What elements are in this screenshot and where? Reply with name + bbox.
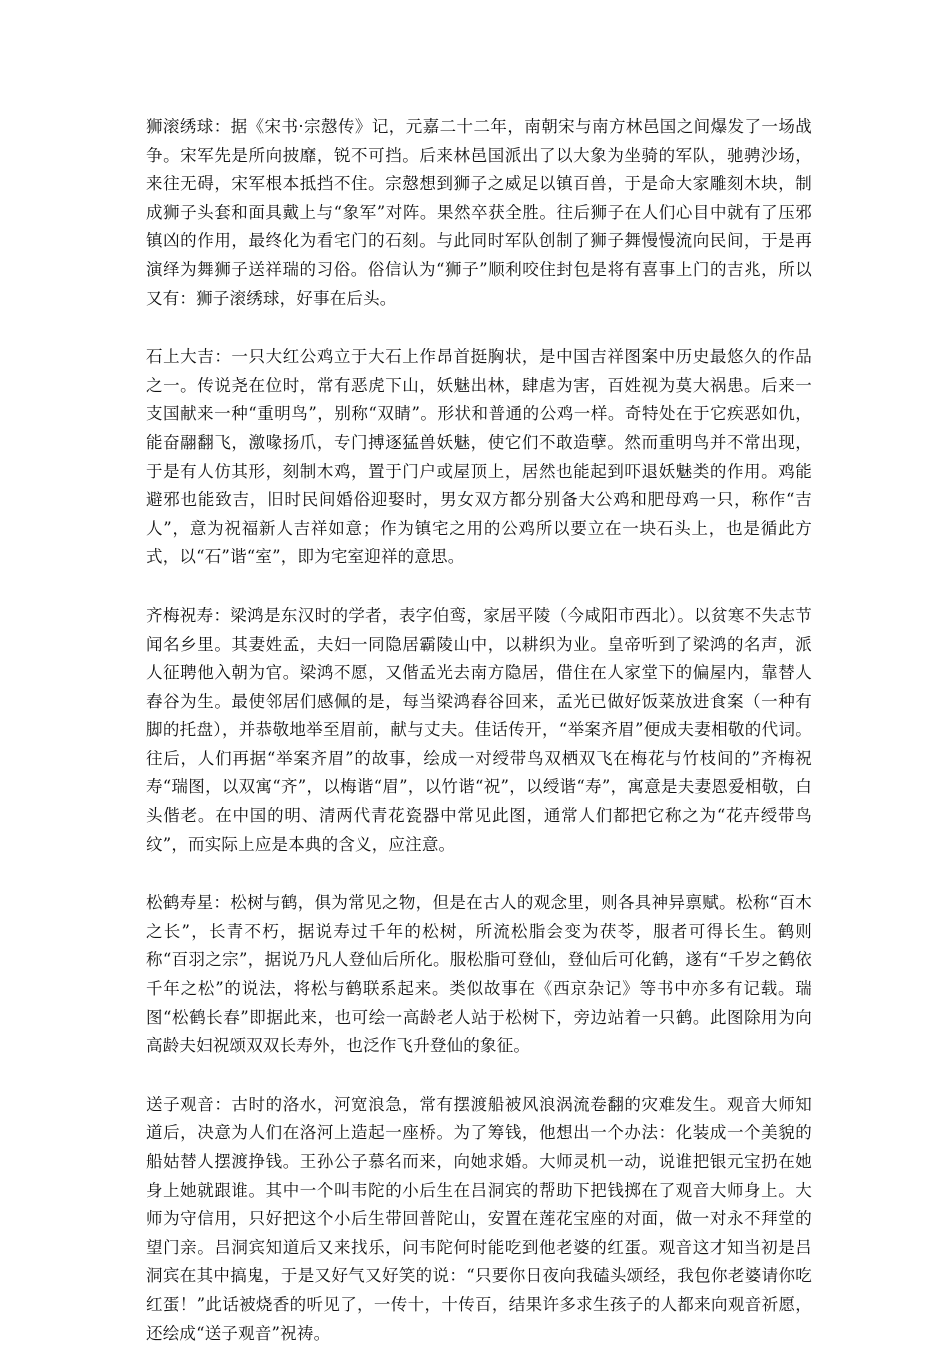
paragraph-lion-ball: 狮滚绣球：据《宋书·宗慤传》记，元嘉二十二年，南朝宋与南方林邑国之间爆发了一场战争。宋军先是所向披靡，锐不可挡。后来林邑国派出了以大象为坐骑的军队，驰骋沙场，来往无碍，宋军根本抵挡不住。宗慤想到狮子之威足以镇百兽，于是命大家雕刻木块，制成狮子头套和面具戴上与“象军”对阵。果然卒获全胜。往后狮子在人们心目中就有了压邪镇凶的作用，最终化为看宅门的石刻。与此同时军队创制了狮子舞慢慢流向民间，于是再演绎为舞狮子送祥瑞的习俗。俗信认为“狮子”顺利咬住封包是将有喜事上门的吉兆，所以又有：狮子滚绣球，好事在后头。 (146, 117, 812, 308)
paragraph-guanyin: 送子观音：古时的洛水，河宽浪急，常有摆渡船被风浪涡流卷翻的灾难发生。观音大师知道后，决意为人们在洛河上造起一座桥。为了筹钱，他想出一个办法：化装成一个美貌的船姑替人摆渡挣钱。王孙公子慕名而来，向她求婚。大师灵机一动，说谁把银元宝扔在她身上她就跟谁。其中一个叫韦陀的小后生在吕洞宾的帮助下把钱掷在了观音大师身上。大师为守信用，只好把这个小后生带回普陀山，安置在莲花宝座的对面，做一对永不拜堂的望门亲。吕洞宾知道后又来找乐，问韦陀何时能吃到他老婆的红蛋。观音这才知当初是吕洞宾在其中搞鬼，于是又好气又好笑的说：“只要你日夜向我磕头颂经，我包你老婆请你吃红蛋！”此话被烧香的听见了，一传十，十传百，结果许多求生孩子的人都来向观音祈愿，还绘成“送子观音”祝祷。 (146, 1094, 812, 1343)
paragraph-pine-crane: 松鹤寿星：松树与鹤，俱为常见之物，但是在古人的观念里，则各具神异禀赋。松称“百木之长”，长青不朽，据说寿过千年的松树，所流松脂会变为茯苓，服者可得长生。鹤则称“百羽之宗”，据说乃凡人登仙后所化。服松脂可登仙，登仙后可化鹤，遂有“千岁之鹤依千年之松”的说法，将松与鹤联系起来。类似故事在《西京杂记》等书中亦多有记载。瑞图“松鹤长春”即据此来，也可绘一高龄老人站于松树下，旁边站着一只鹤。此图除用为向高龄夫妇祝颂双双长寿外，也泛作飞升登仙的象征。 (146, 893, 812, 1056)
document-body (146, 113, 812, 1348)
paragraph-rooster-stone: 石上大吉：一只大红公鸡立于大石上作昂首挺胸状，是中国吉祥图案中历史最悠久的作品之一。传说尧在位时，常有恶虎下山，妖魅出林，肆虐为害，百姓视为莫大祸患。后来一支国献来一种“重明鸟”，别称“双睛”。形状和普通的公鸡一样。奇特处在于它疾恶如仇，能奋翮翻飞，激喙扬爪，专门搏逐猛兽妖魅，使它们不敢造孽。然而重明鸟并不常出现，于是有人仿其形，刻制木鸡，置于门户或屋顶上，居然也能起到吓退妖魅类的作用。鸡能避邪也能致吉，旧时民间婚俗迎娶时，男女双方都分别备大公鸡和肥母鸡一只，称作“吉人”，意为祝福新人吉祥如意；作为镇宅之用的公鸡所以要立在一块石头上，也是循此方式，以“石”谐“室”，即为宅室迎祥的意思。 (146, 347, 812, 567)
paragraph-plum-longevity: 齐梅祝寿：梁鸿是东汉时的学者，表字伯鸾，家居平陵（今咸阳市西北）。以贫寒不失志节闻名乡里。其妻姓孟，夫妇一同隐居霸陵山中，以耕织为业。皇帝听到了梁鸿的名声，派人征聘他入朝为官。梁鸿不愿，又偕孟光去南方隐居，借住在人家堂下的偏屋内，靠替人舂谷为生。最使邻居们感佩的是，每当梁鸿舂谷回来，孟光已做好饭菜放进食案（一种有脚的托盘），并恭敬地举至眉前，献与丈夫。佳话传开，“举案齐眉”便成夫妻相敬的代词。往后，人们再据“举案齐眉”的故事，绘成一对绶带鸟双栖双飞在梅花与竹枝间的”齐梅祝寿“瑞图，以双寓“齐”，以梅谐“眉”，以竹谐“祝”，以绶谐“寿”，寓意是夫妻恩爱相敬，白头偕老。在中国的明、清两代青花瓷器中常见此图，通常人们都把它称之为“花卉绶带鸟纹”，而实际上应是本典的含义，应注意。 (146, 605, 812, 854)
